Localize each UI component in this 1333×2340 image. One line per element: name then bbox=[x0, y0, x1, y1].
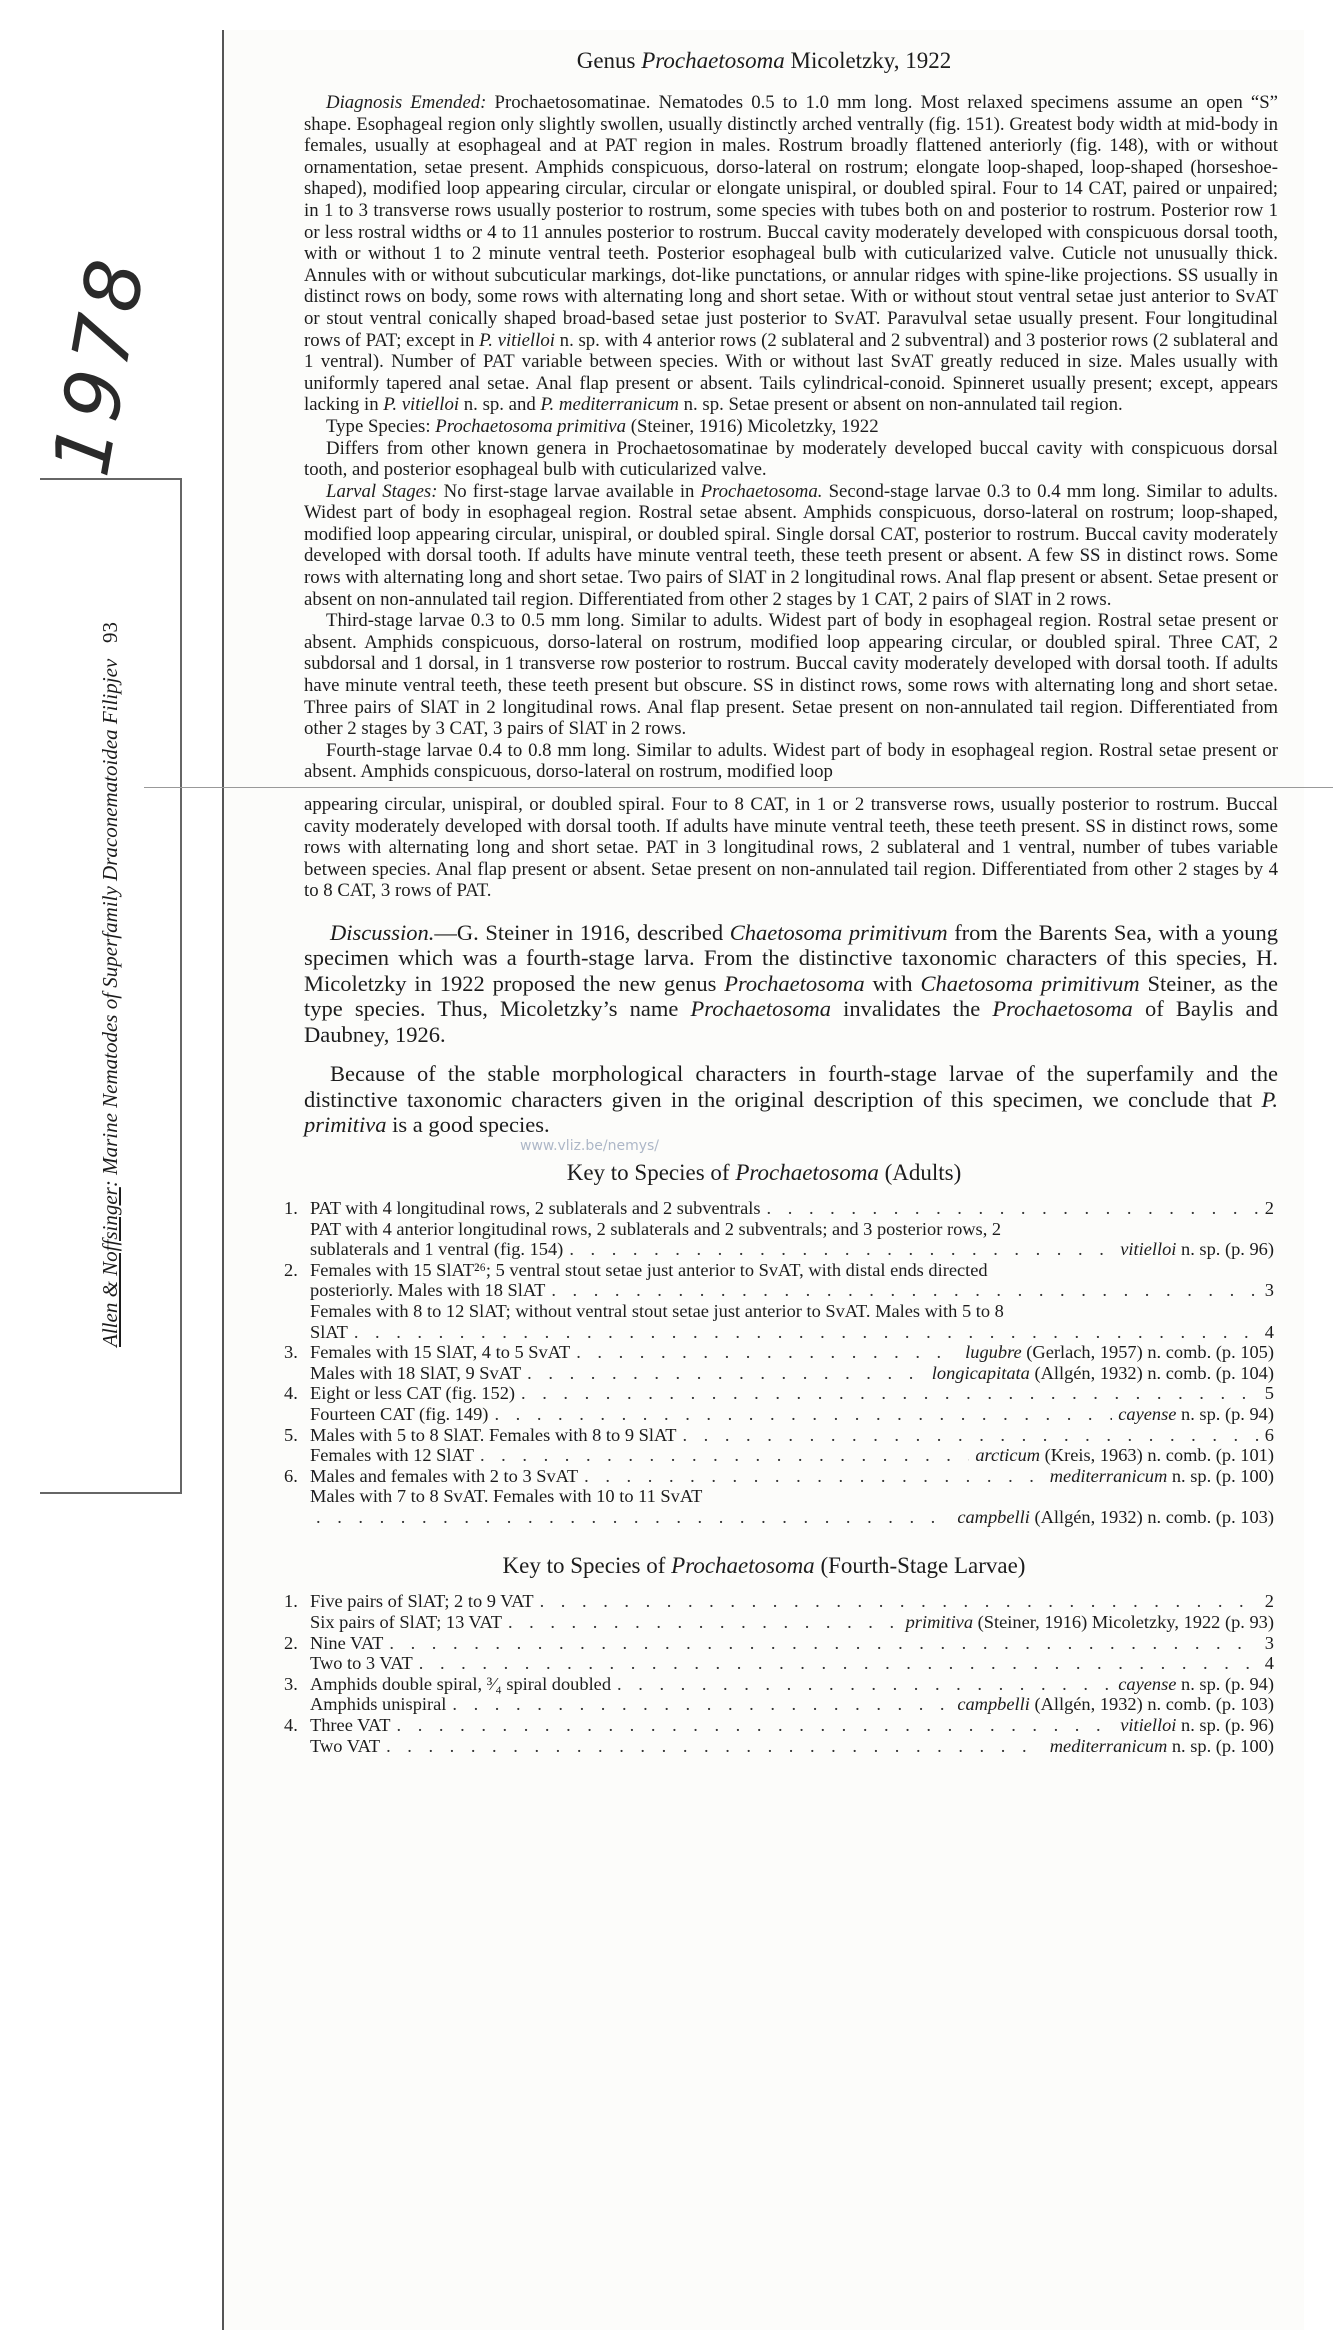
key-result-citation: (Allgén, 1932) n. comb. (p. 104) bbox=[1029, 1362, 1274, 1383]
key-result-citation: n. sp. (p. 100) bbox=[1167, 1735, 1274, 1756]
leader-dots bbox=[540, 1591, 1259, 1612]
text-run: Prochaetosoma bbox=[690, 996, 831, 1022]
leader-dots bbox=[576, 1342, 959, 1363]
discussion-paragraph bbox=[304, 920, 1278, 1048]
key-result-name: 5 bbox=[1264, 1383, 1274, 1404]
key-line bbox=[284, 1404, 1274, 1425]
key-line bbox=[284, 1280, 1274, 1301]
genus-heading bbox=[224, 48, 1304, 74]
paragraph bbox=[304, 610, 1278, 740]
key-result-name: vitielloi bbox=[1120, 1715, 1177, 1736]
key-result-citation: (Kreis, 1963) n. comb. (p. 101) bbox=[1040, 1445, 1274, 1466]
key-adults bbox=[284, 1198, 1274, 1528]
running-head bbox=[40, 478, 180, 1490]
key-result bbox=[932, 1363, 1274, 1384]
genus-heading-prefix: Genus bbox=[576, 48, 642, 73]
leader-dots bbox=[767, 1198, 1259, 1219]
text-run: of Baylis and Daubney, 1926. bbox=[304, 996, 1278, 1047]
key-result-citation: (Gerlach, 1957) n. comb. (p. 105) bbox=[1021, 1342, 1274, 1363]
paragraph bbox=[304, 416, 1278, 438]
key-line bbox=[284, 1612, 1274, 1633]
key-line-text: Two to 3 VAT bbox=[310, 1653, 413, 1674]
key-larvae-title-prefix: Key to Species of bbox=[502, 1553, 672, 1579]
key-adults-title-prefix: Key to Species of bbox=[566, 1159, 736, 1185]
key-result-citation: n. sp. (p. 96) bbox=[1176, 1715, 1274, 1736]
key-line-text: Females with 8 to 12 SlAT; without ventral stout setae just anterior to SvAT. Males with 5 to 8 bbox=[310, 1300, 1004, 1321]
key-line-text: Eight or less CAT (fig. 152) bbox=[310, 1383, 516, 1404]
paragraph bbox=[304, 92, 1278, 416]
key-line-text: Amphids double spiral, ³⁄₄ spiral doubled bbox=[310, 1673, 612, 1694]
key-result bbox=[1120, 1715, 1274, 1736]
key-line bbox=[284, 1425, 1274, 1446]
text-run: Prochaetosomatinae. Nematodes 0.5 to 1.0 mm long. Most relaxed specimens assume an open “S” shape. Esophageal region only slightly swollen, usually distinctly arched ventrally (fig. 151). Greatest body width at mid-body in females, usually at esophageal and at PAT region in males. Rostrum broadly flattened anteriorly (fig. 148), with or without ornamentation, setae present. Amphids conspicuous, dorso-lateral on rostrum; elongate loop-shaped, loop-shaped (horseshoe-shaped), modified loop appearing circular, circular or elongate unispiral, or doubled spiral. Four to 14 CAT, paired or unpaired; in 1 to 3 transverse rows usually posterior to rostrum, some species with tubes both on and posterior to rostrum. Posterior row 1 or less rostral widths or 4 to 11 annules posterior to rostrum. Buccal cavity moderately developed with conspicuous dorsal tooth, with or without 1 to 2 minute ventral teeth. Posterior esophageal bulb with cuticularized valve. Cuticle not unusually thick. Annules with or without subcuticular markings, dot-like punctations, or annular ridges with spine-like projections. SS usually in distinct rows on body, some rows with alternating long and short setae. With or without stout ventral setae just anterior to SvAT or stout ventral conically shaped broad-based setae just posterior to SvAT. Paravulval setae usually present. Four longitudinal rows of PAT; except in bbox=[304, 92, 1279, 351]
scan-fold-line bbox=[144, 787, 1333, 788]
page bbox=[222, 30, 1304, 2330]
key-line bbox=[284, 1674, 1274, 1695]
genus-heading-suffix: Micoletzky, 1922 bbox=[784, 48, 952, 73]
text-run: Larval Stages: bbox=[326, 480, 438, 502]
leader-dots bbox=[508, 1612, 900, 1633]
key-larvae-title-suffix: (Fourth-Stage Larvae) bbox=[814, 1553, 1026, 1579]
text-run: invalidates the bbox=[830, 996, 993, 1022]
key-line-text: Nine VAT bbox=[310, 1632, 384, 1653]
key-line-text: PAT with 4 longitudinal rows, 2 sublaterals and 2 subventrals bbox=[310, 1197, 761, 1218]
key-result-name: cayense bbox=[1118, 1403, 1177, 1424]
key-line bbox=[284, 1219, 1274, 1240]
key-line-text: Amphids unispiral bbox=[310, 1694, 447, 1715]
leader-dots bbox=[682, 1425, 1258, 1446]
key-result-name: campbelli bbox=[957, 1506, 1030, 1527]
key-line bbox=[284, 1383, 1274, 1404]
text-run: Second-stage larvae 0.3 to 0.4 mm long. Similar to adults. Widest part of body in esophageal region. Rostral setae absent. Amphids conspicuous, dorso-lateral on rostrum; loop-shaped, modified loop appearing circular, unispiral, or doubled spiral. Single dorsal CAT, posterior to rostrum. Buccal cavity moderately developed with dorsal tooth. If adults have minute ventral teeth, these teeth present or absent. A few SS in distinct rows. Some rows with alternating long and short setae. Two pairs of SlAT in 2 longitudinal rows. Anal flap present or absent. Setae present or absent on non-annulated tail region. Differentiated from other 2 stages by 1 CAT, 2 pairs of SlAT in 2 rows. bbox=[304, 480, 1279, 610]
text-run: n. sp. Setae present or absent on non-annulated tail region. bbox=[678, 394, 1123, 416]
text-run: Prochaetosoma. bbox=[700, 480, 823, 502]
key-result bbox=[965, 1342, 1274, 1363]
key-result bbox=[1120, 1239, 1274, 1260]
key-result-citation: n. sp. (p. 96) bbox=[1176, 1239, 1274, 1260]
key-result bbox=[957, 1507, 1274, 1528]
leader-dots bbox=[569, 1239, 1114, 1260]
paragraph bbox=[304, 740, 1278, 783]
text-run: P. vitielloi bbox=[383, 394, 460, 416]
key-result-name: 4 bbox=[1264, 1653, 1274, 1674]
key-result-name: lugubre bbox=[965, 1342, 1022, 1363]
text-run: P. mediterranicum bbox=[540, 394, 679, 416]
key-result-citation: (Allgén, 1932) n. comb. (p. 103) bbox=[1029, 1694, 1274, 1715]
key-couplet-number: 6. bbox=[284, 1465, 298, 1486]
leader-dots bbox=[397, 1715, 1115, 1736]
key-line-text: PAT with 4 anterior longitudinal rows, 2 sublaterals and 2 subventrals; and 3 posterior rows, 2 bbox=[310, 1218, 1002, 1239]
key-result-name: 3 bbox=[1264, 1632, 1274, 1653]
key-line bbox=[284, 1507, 1274, 1528]
key-line-text: Fourteen CAT (fig. 149) bbox=[310, 1403, 489, 1424]
text-run: Diagnosis Emended: bbox=[326, 92, 487, 113]
key-result-name: 4 bbox=[1264, 1321, 1274, 1342]
leader-dots bbox=[419, 1653, 1259, 1674]
key-line-text: Males with 5 to 8 SlAT. Females with 8 to 9 SlAT bbox=[310, 1424, 677, 1445]
paragraph bbox=[304, 794, 1278, 902]
paragraph bbox=[304, 481, 1278, 611]
key-result bbox=[1265, 1198, 1274, 1219]
text-run: P. vitielloi bbox=[479, 329, 555, 351]
key-result bbox=[1265, 1653, 1274, 1674]
key-result bbox=[1265, 1633, 1274, 1654]
genus-description bbox=[304, 92, 1278, 783]
key-result bbox=[1118, 1674, 1274, 1695]
key-line bbox=[284, 1736, 1274, 1757]
text-run: Prochaetosoma bbox=[992, 996, 1133, 1022]
text-run: Discussion. bbox=[330, 919, 435, 945]
key-line bbox=[284, 1301, 1274, 1322]
description-continuation bbox=[304, 794, 1278, 902]
key-result bbox=[1265, 1425, 1274, 1446]
leader-dots bbox=[617, 1674, 1112, 1695]
key-line-text: sublaterals and 1 ventral (fig. 154) bbox=[310, 1239, 564, 1260]
key-result-name: arcticum bbox=[975, 1445, 1041, 1466]
key-line bbox=[284, 1466, 1274, 1487]
key-couplet-number: 3. bbox=[284, 1673, 298, 1694]
key-line-text: Males with 18 SlAT, 9 SvAT bbox=[310, 1362, 522, 1383]
running-head-authors: Allen & Noffsinger bbox=[97, 1186, 122, 1347]
running-head-text bbox=[98, 622, 123, 1347]
key-line bbox=[284, 1198, 1274, 1219]
key-result-name: mediterranicum bbox=[1049, 1735, 1168, 1756]
key-line bbox=[284, 1239, 1274, 1260]
leader-dots bbox=[494, 1404, 1112, 1425]
key-result-citation: n. sp. (p. 94) bbox=[1176, 1403, 1274, 1424]
leader-dots bbox=[584, 1466, 1044, 1487]
key-line-text: Males and females with 2 to 3 SvAT bbox=[310, 1465, 579, 1486]
key-line-text: Five pairs of SlAT; 2 to 9 VAT bbox=[310, 1591, 534, 1612]
text-run: Differs from other known genera in Prochaetosomatinae by moderately developed buccal cavity with conspicuous dorsal tooth, and posterior esophageal bulb with cuticularized valve. bbox=[304, 437, 1278, 481]
key-couplet-number: 5. bbox=[284, 1424, 298, 1445]
text-run: (Steiner, 1916) Micoletzky, 1922 bbox=[626, 415, 879, 437]
key-result-name: 2 bbox=[1264, 1197, 1274, 1218]
leader-dots bbox=[316, 1507, 951, 1528]
text-run: Fourth-stage larvae 0.4 to 0.8 mm long. Similar to adults. Widest part of body in esophageal region. Rostral setae present or absent. Amphids conspicuous, dorso-lateral on rostrum, modified loop bbox=[304, 739, 1278, 783]
key-couplet-number: 4. bbox=[284, 1715, 298, 1736]
key-couplet-number: 1. bbox=[284, 1591, 298, 1612]
discussion-paragraph bbox=[304, 1061, 1278, 1138]
key-result bbox=[1050, 1736, 1274, 1757]
key-couplet-number: 3. bbox=[284, 1342, 298, 1363]
key-result-citation: n. sp. (p. 100) bbox=[1167, 1465, 1274, 1486]
text-run: Prochaetosoma bbox=[724, 970, 865, 996]
key-larvae-title-genus: Prochaetosoma bbox=[671, 1553, 815, 1579]
text-run: Because of the stable morphological characters in fourth-stage larvae of the superfamily and the distinctive taxonomic characters given in the original description of this specimen, we conclude that bbox=[304, 1061, 1278, 1112]
key-result-name: vitielloi bbox=[1120, 1239, 1177, 1260]
key-result bbox=[1265, 1280, 1274, 1301]
leader-dots bbox=[480, 1445, 969, 1466]
text-run: Chaetosoma primitivum bbox=[920, 970, 1140, 996]
leader-dots bbox=[452, 1694, 951, 1715]
key-result-name: campbelli bbox=[957, 1694, 1030, 1715]
discussion bbox=[304, 920, 1278, 1138]
text-run: appearing circular, unispiral, or doubled spiral. Four to 8 CAT, in 1 or 2 transverse rows, usually posterior to rostrum. Buccal cavity moderately developed with dorsal tooth. If adults have minute ventral teeth, these teeth present. SS in distinct rows, some rows with alternating long and short setae. PAT in 3 longitudinal rows, 2 sublateral and 1 ventral, number of tubes variable between species. Anal flap present or absent. Setae present on non-annulated tail region. Differentiated from other 2 stages by 4 to 8 CAT, 3 rows of PAT. bbox=[304, 794, 1278, 902]
key-adults-title-suffix: (Adults) bbox=[878, 1159, 962, 1185]
text-run: Steiner, as the type species. Thus, Micoletzky’s name bbox=[304, 970, 1279, 1022]
leader-dots bbox=[386, 1736, 1044, 1757]
key-result-name: mediterranicum bbox=[1049, 1465, 1168, 1486]
handwritten-year bbox=[36, 245, 164, 485]
key-line-text: Females with 12 SlAT bbox=[310, 1445, 474, 1466]
leader-dots bbox=[389, 1633, 1258, 1654]
text-run: —G. Steiner in 1916, described bbox=[434, 919, 730, 945]
key-result bbox=[1050, 1466, 1274, 1487]
paragraph bbox=[304, 438, 1278, 481]
key-result-name: 3 bbox=[1264, 1280, 1274, 1301]
key-couplet-number: 2. bbox=[284, 1632, 298, 1653]
key-larvae bbox=[284, 1591, 1274, 1756]
key-line bbox=[284, 1260, 1274, 1281]
key-result bbox=[957, 1694, 1274, 1715]
key-line bbox=[284, 1633, 1274, 1654]
key-result bbox=[1118, 1404, 1274, 1425]
key-result-citation: (Allgén, 1932) n. comb. (p. 103) bbox=[1029, 1506, 1274, 1527]
text-run: is a good species. bbox=[386, 1112, 550, 1138]
text-run: n. sp. with 4 anterior rows (2 sublateral and 2 subventral) and 3 posterior rows (2 sublateral and 1 ventral). Number of PAT variable between species. With or without last SvAT greatly reduced in size. Males usually with uniformly tapered anal setae. Anal flap present or absent. Tails cylindrical-conoid. Spinneret usually present; except, appears lacking in bbox=[304, 329, 1279, 416]
key-result bbox=[975, 1445, 1274, 1466]
key-line bbox=[284, 1363, 1274, 1384]
text-run: No first-stage larvae available in bbox=[437, 480, 701, 502]
key-line-text: posteriorly. Males with 18 SlAT bbox=[310, 1280, 546, 1301]
text-run: P. primitiva bbox=[304, 1086, 1278, 1138]
key-line-text: Six pairs of SlAT; 13 VAT bbox=[310, 1612, 502, 1633]
key-couplet-number: 4. bbox=[284, 1383, 298, 1404]
text-run: n. sp. and bbox=[459, 394, 541, 416]
key-line bbox=[284, 1591, 1274, 1612]
text-run: Prochaetosoma primitiva bbox=[435, 415, 627, 437]
key-line bbox=[284, 1486, 1274, 1507]
key-adults-title bbox=[224, 1160, 1304, 1186]
key-couplet-number: 2. bbox=[284, 1259, 298, 1280]
key-result-name: longicapitata bbox=[931, 1362, 1030, 1383]
text-run: Chaetosoma primitivum bbox=[729, 919, 948, 945]
handwritten-year-text: 1978 bbox=[36, 247, 164, 483]
key-result bbox=[1265, 1322, 1274, 1343]
key-larvae-title bbox=[224, 1553, 1304, 1579]
key-line bbox=[284, 1445, 1274, 1466]
key-line bbox=[284, 1653, 1274, 1674]
text-run: with bbox=[864, 970, 921, 996]
key-line-text: Females with 15 SlAT, 4 to 5 SvAT bbox=[310, 1342, 571, 1363]
key-result bbox=[1265, 1591, 1274, 1612]
watermark: www.vliz.be/nemys/ bbox=[520, 1138, 660, 1154]
key-result bbox=[906, 1612, 1274, 1633]
text-run: from the Barents Sea, with a young specimen which was a fourth-stage larva. From the distinctive taxonomic characters of this species, H. Micoletzky in 1922 proposed the new genus bbox=[304, 919, 1279, 996]
key-result-citation: n. sp. (p. 94) bbox=[1176, 1673, 1274, 1694]
key-result-name: 6 bbox=[1264, 1424, 1274, 1445]
text-run: Type Species: bbox=[326, 415, 436, 437]
key-couplet-number: 1. bbox=[284, 1197, 298, 1218]
leader-dots bbox=[354, 1322, 1259, 1343]
key-line-text: Females with 15 SlAT²⁶; 5 ventral stout setae just anterior to SvAT, with distal ends directed bbox=[310, 1259, 988, 1280]
key-result bbox=[1265, 1383, 1274, 1404]
page-number: 93 bbox=[97, 621, 122, 643]
key-result-citation: (Steiner, 1916) Micoletzky, 1922 (p. 93) bbox=[973, 1612, 1274, 1633]
key-line bbox=[284, 1342, 1274, 1363]
key-line bbox=[284, 1322, 1274, 1343]
leader-dots bbox=[521, 1383, 1259, 1404]
genus-heading-name: Prochaetosoma bbox=[641, 48, 785, 73]
leader-dots bbox=[551, 1280, 1258, 1301]
key-line-text: Males with 7 to 8 SvAT. Females with 10 to 11 SvAT bbox=[310, 1486, 703, 1507]
running-head-title: : Marine Nematodes of Superfamily Draconematoidea Filipjev bbox=[97, 658, 122, 1187]
key-result-name: 2 bbox=[1264, 1591, 1274, 1612]
text-run: Third-stage larvae 0.3 to 0.5 mm long. Similar to adults. Widest part of body in esophageal region. Rostral setae present or absent. Amphids conspicuous, dorso-lateral on rostrum, modified loop appearing circular, or doubled spiral. Three CAT, 2 subdorsal and 1 dorsal, in 1 transverse row posterior to rostrum. Buccal cavity moderately developed with dorsal tooth. If adults have minute ventral teeth, these teeth present but obscure. SS in distinct rows, some rows with alternating long and short setae. Three pairs of SlAT in 2 longitudinal rows. Anal flap present. Setae present on non-annulated tail region. Differentiated from other 2 stages by 3 CAT, 3 pairs of SlAT in 2 rows. bbox=[304, 610, 1278, 740]
key-result-name: primitiva bbox=[905, 1612, 974, 1633]
key-line bbox=[284, 1715, 1274, 1736]
key-line-text: Two VAT bbox=[310, 1735, 381, 1756]
key-line bbox=[284, 1694, 1274, 1715]
key-result-name: cayense bbox=[1118, 1673, 1177, 1694]
key-adults-title-genus: Prochaetosoma bbox=[735, 1159, 879, 1185]
key-line-text: Three VAT bbox=[310, 1715, 391, 1736]
leader-dots bbox=[527, 1363, 926, 1384]
key-line-text: SlAT bbox=[310, 1321, 348, 1342]
